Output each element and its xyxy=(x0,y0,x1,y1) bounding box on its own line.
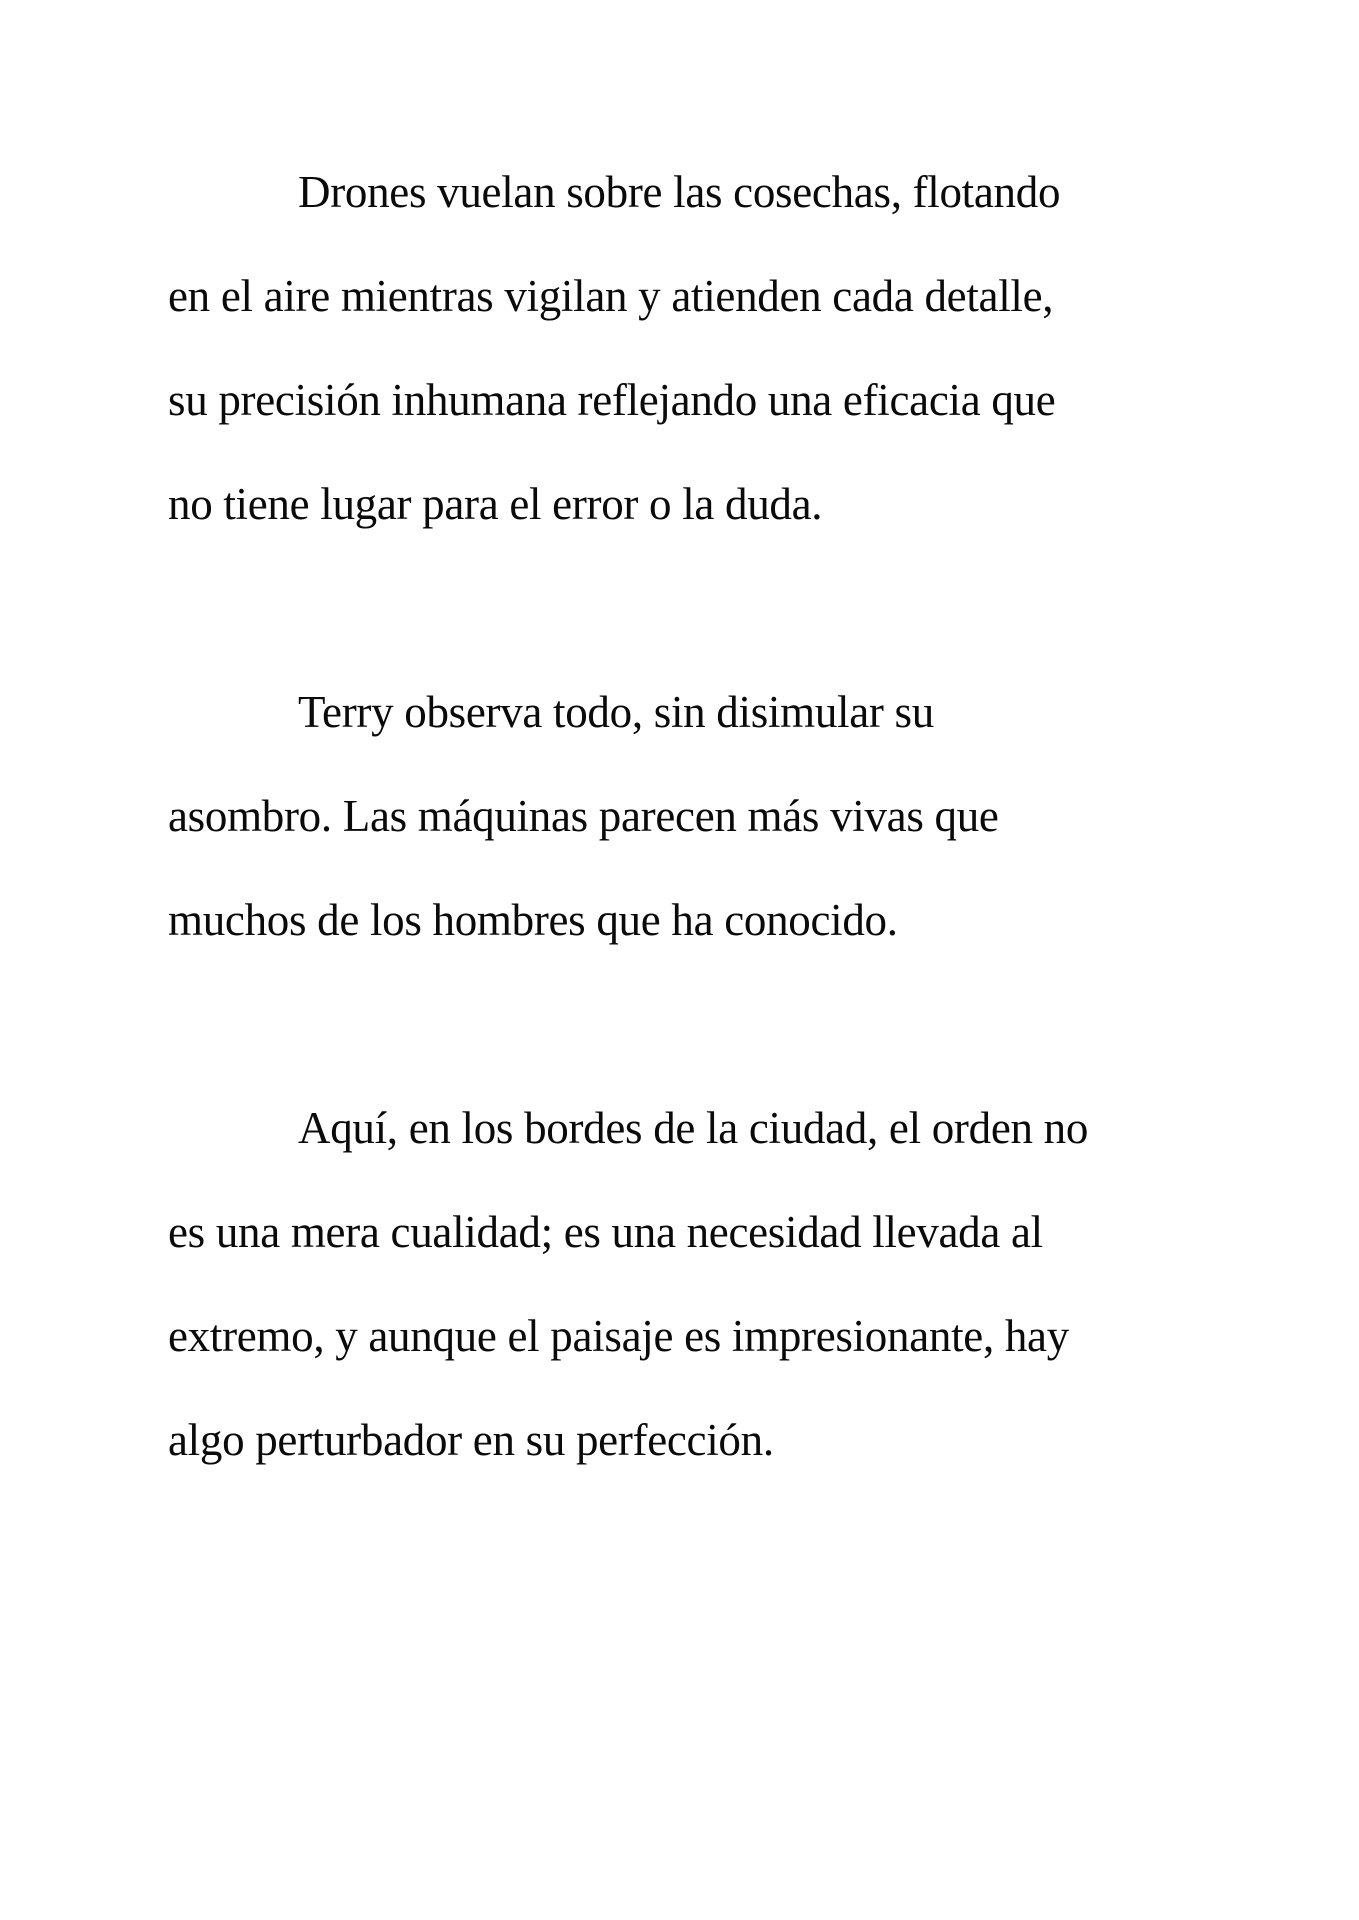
text-line: en el aire mientras vigilan y atienden cada detalle, xyxy=(168,271,1054,321)
text-line: es una mera cualidad; es una necesidad llevada al xyxy=(168,1207,1043,1257)
paragraph xyxy=(168,660,1188,972)
paragraph xyxy=(168,1076,1188,1492)
text-line: muchos de los hombres que ha conocido. xyxy=(168,895,898,945)
text-line: extremo, y aunque el paisaje es impresionante, hay xyxy=(168,1311,1069,1361)
text-body xyxy=(168,140,1188,1596)
text-line: no tiene lugar para el error o la duda. xyxy=(168,479,823,529)
text-line: Aquí, en los bordes de la ciudad, el orden no xyxy=(298,1103,1089,1153)
text-line: Terry observa todo, sin disimular su xyxy=(298,687,934,737)
text-line: Drones vuelan sobre las cosechas, flotando xyxy=(298,167,1061,217)
paragraph xyxy=(168,140,1188,556)
text-line: su precisión inhumana reflejando una eficacia que xyxy=(168,375,1056,425)
text-line: algo perturbador en su perfección. xyxy=(168,1415,774,1465)
text-line: asombro. Las máquinas parecen más vivas que xyxy=(168,791,999,841)
